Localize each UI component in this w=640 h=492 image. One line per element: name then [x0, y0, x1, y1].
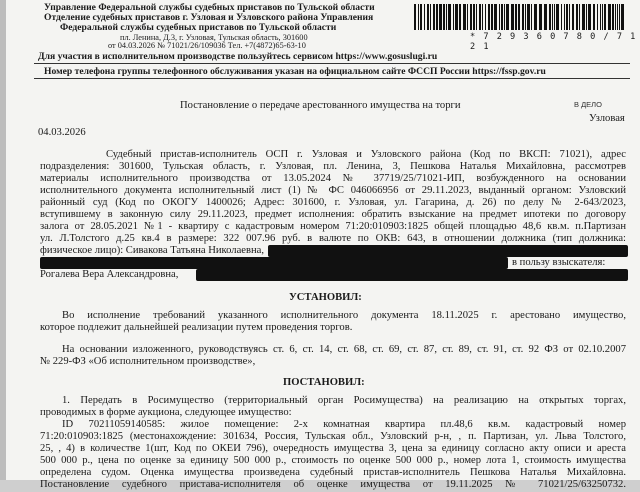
para1-line-1: Судебный пристав-исполнитель ОСП г. Узловая и Узловского района (Код по ВКСП: 71021), адрес — [106, 149, 626, 160]
redaction-bar — [196, 269, 628, 281]
redaction-bar — [40, 257, 508, 269]
document-title: Постановление о передаче арестованного имущества на торги — [180, 100, 461, 111]
header-divider-2 — [34, 78, 630, 79]
header-divider — [34, 63, 630, 64]
para5-line-1: ID 70211059140585: жилое помещение: 2-х комнатная квартира пл.48,6 кв.м. кадастровый номер — [62, 419, 626, 430]
scan-edge — [0, 0, 6, 480]
barcode — [414, 4, 626, 30]
outgoing-ref: от 04.03.2026 № 71021/26/109036 Тел. +7(4872)65-63-10 — [108, 41, 306, 50]
para4-line-1: 1. Передать в Росимущество (территориальный орган Росимущества) на реализацию на открытых торгах, — [62, 395, 626, 406]
para5-line-2: 71:20:010903:1825 (местонахождение: 301634, Россия, Тульская обл., Узловский р-н, , п. Партизан, ул. Льва Толстого, — [40, 431, 626, 442]
org-address: пл. Ленина, Д.3, г. Узловая, Тульская область, 301600 — [120, 33, 308, 42]
para5-line-5: определена судом. Оценка имущества произведена судебный пристав-исполнитель Пешкова Наталья Михайловна. — [40, 467, 626, 478]
para1-line-2: подразделения: 301600, Тульская область, г. Узловая, пл. Ленина, 3, Пешкова Наталья Михайловна, рассмотрев — [40, 161, 626, 172]
para5-line-4: 500 000 р., цена по оценке за единицу 500 000 р., стоимость по оценке 500 000 р., номер лота 1, стоимость имущества — [40, 455, 626, 466]
v-delo-stamp: В ДЕЛО — [574, 100, 602, 109]
org-line-2: Отделение судебных приставов г. Узловая и Узловского района Управления — [44, 12, 374, 23]
para1-line-6: вступившему в законную силу 29.11.2023, предмет исполнения: обратить взыскание на предмет ипотеки по договору — [40, 209, 626, 220]
para1-line-3: материалы исполнительного производства от 13.05.2024 № 37719/25/71021-ИП, возбужденного на основании — [40, 173, 626, 184]
document-date: 04.03.2026 — [38, 127, 86, 138]
org-line-1: Управление Федеральной службы судебных приставов по Тульской области — [44, 2, 375, 13]
claimant-name: Рогалева Вера Александровна, — [40, 269, 179, 280]
gosuslugi-notice: Для участия в исполнительном производстве пользуйтесь сервисом https://www.gosuslugi.ru — [38, 51, 438, 62]
redaction-bar — [268, 245, 628, 257]
para1-line-5: районный суд (Код по ОКОГУ 1400026; Адрес: 301600, г. Узловая, ул. Гагарина, д. 26) по делу № 2-643/2023, — [40, 197, 626, 208]
para2-line-2: которое подлежит дальнейшей реализации путем проведения торгов. — [40, 322, 353, 333]
para4-line-2: проводимых в форме аукциона, следующее имущество: — [40, 407, 292, 418]
para5-line-6: Постановление судебного пристава-исполнителя об оценке имущества от 19.11.2025 № 71021/25/63250732. — [40, 479, 626, 490]
para1-line-4: исполнительного документа исполнительный лист (1) № ФС 046066956 от 29.11.2023, выданный органом: Узловский — [40, 185, 626, 196]
para2-line-1: Во исполнение требований указанного исполнительного документа 18.11.2025 г. арестовано имущество, — [62, 310, 626, 321]
debtor-line: физическое лицо): Сивакова Татьяна Николаевна, — [40, 245, 265, 256]
para1-line-7: залога от 28.05.2021 №1 - квартиру с кадастровым номером 71:20:010903:1825 общей площадью 48,6 кв.м. п.Партизан — [40, 221, 626, 232]
section-resolved: ПОСТАНОВИЛ: — [283, 377, 365, 388]
section-established: УСТАНОВИЛ: — [289, 292, 362, 303]
phone-notice: Номер телефона группы телефонного обслуживания указан на официальном сайте ФССП России https://fssp.gov.ru — [44, 66, 546, 77]
barcode-number: * 7 2 9 3 6 0 7 8 0 / 7 1 2 1 — [470, 32, 637, 52]
document-city: Узловая — [589, 113, 625, 124]
para3-line-1: На основании изложенного, руководствуясь ст. 6, ст. 14, ст. 68, ст. 69, ст. 87, ст. 89, ст. 91, ст. 92 ФЗ от 02.10.2007 — [62, 344, 626, 355]
para3-line-2: № 229-ФЗ «Об исполнительном производстве», — [40, 356, 256, 367]
claimant-label: в пользу взыскателя: — [512, 257, 606, 268]
org-line-3: Федеральной службы судебных приставов по Тульской области — [60, 22, 337, 33]
para1-line-8: ул. Л.Толстого д.25 кв.4 в размере: 322 007.96 руб. в валюте по ОКВ: 643, в отношении должника (тип должника: — [40, 233, 626, 244]
para5-line-3: 25, , 4) в количестве 1(шт, Код по ОКЕИ 796), очередность имущества 3, цена за единицу согласно акту описи и ареста — [40, 443, 626, 454]
